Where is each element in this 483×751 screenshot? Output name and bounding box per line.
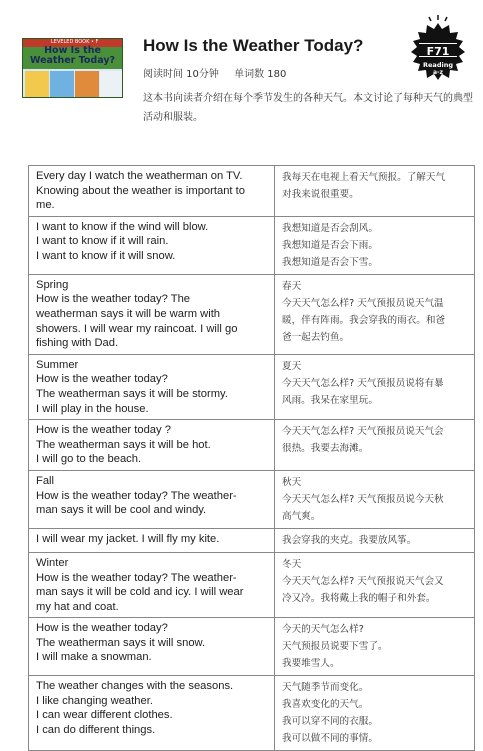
- english-line: How is the weather today?: [36, 622, 168, 635]
- book-description: 这本书向读者介绍在每个季节发生的各种天气。本文讨论了每种天气的典型活动和服装。: [143, 93, 473, 123]
- badge-line2: a-z: [432, 69, 444, 76]
- chinese-text-cell: [275, 528, 475, 552]
- chinese-line: 今天天气怎么样? 天气预报员说天气会: [282, 426, 444, 438]
- cover-title-line1: How Is the: [44, 45, 101, 56]
- cover-title: [23, 46, 122, 66]
- chinese-text-cell: [275, 552, 475, 617]
- english-line: The weatherman says it will be hot.: [36, 438, 211, 451]
- badge-level: F71: [426, 45, 450, 58]
- table-row: [29, 274, 475, 354]
- book-cover-image: [22, 38, 123, 98]
- cover-panel-winter: [100, 71, 123, 97]
- chinese-line: 高气爽。: [282, 510, 321, 522]
- english-line: me.: [36, 199, 55, 212]
- table-row: [29, 166, 475, 217]
- chinese-line: 暖，伴有阵雨。我会穿我的雨衣。和爸: [282, 314, 446, 326]
- english-line: Winter: [36, 556, 69, 569]
- badge-seal-icon: [405, 15, 471, 97]
- chinese-line: 冷又冷。我将戴上我的帽子和外套。: [282, 592, 436, 604]
- english-line: I will play in the house.: [36, 402, 149, 415]
- chinese-line: 对我来说很重要。: [282, 189, 359, 200]
- table-row: [29, 528, 475, 552]
- table-row: [29, 216, 475, 274]
- english-text-cell: [29, 274, 275, 354]
- english-line: How is the weather today?: [36, 373, 168, 386]
- english-line: I want to know if the wind will blow.: [36, 220, 209, 233]
- english-line: I want to know if it will rain.: [36, 235, 169, 248]
- table-row: [29, 354, 475, 419]
- english-line: I will make a snowman.: [36, 651, 152, 664]
- page-title: How Is the Weather Today?: [143, 36, 364, 55]
- chinese-line: 夏天: [282, 360, 302, 372]
- chinese-line: 我可以穿不同的衣服。: [282, 716, 378, 728]
- english-line: I can do different things.: [36, 724, 156, 737]
- english-line: Summer: [36, 358, 79, 371]
- cover-illustration: [23, 69, 122, 97]
- table-row: [29, 470, 475, 528]
- english-text-cell: [29, 676, 275, 751]
- chinese-line: 我会穿我的夹克。我要放风筝。: [282, 534, 417, 546]
- table-row: [29, 676, 475, 751]
- chinese-text-cell: [275, 274, 475, 354]
- english-line: How is the weather today ?: [36, 424, 171, 437]
- badge-line1: Reading: [423, 61, 453, 69]
- chinese-text-cell: [275, 618, 475, 676]
- english-line: man says it will be cold and icy. I will wear: [36, 586, 244, 599]
- chinese-text-cell: [275, 354, 475, 419]
- english-text-cell: [29, 470, 275, 528]
- chinese-line: 今天天气怎么样? 天气预报说天气会又: [282, 575, 444, 587]
- cover-panel-fall: [75, 71, 99, 97]
- english-line: my hat and coat.: [36, 600, 119, 613]
- chinese-line: 秋天: [282, 476, 302, 488]
- english-line: Fall: [36, 474, 55, 487]
- english-text-cell: [29, 420, 275, 471]
- cover-series-label: LEVELED BOOK • F: [51, 39, 99, 45]
- chinese-text-cell: [275, 676, 475, 751]
- chinese-text-cell: [275, 166, 475, 217]
- chinese-line: 我每天在电视上看天气预报。了解天气: [282, 172, 446, 183]
- table-body: [29, 166, 475, 751]
- english-text-cell: [29, 166, 275, 217]
- chinese-line: 我可以做不同的事情。: [282, 733, 378, 745]
- chinese-line: 天气随季节而变化。: [282, 682, 369, 694]
- cover-title-line2: Weather Today?: [29, 55, 116, 66]
- chinese-line: 我想知道是否会刮风。: [282, 222, 378, 234]
- reading-time: 阅读时间 10分钟: [143, 69, 219, 80]
- chinese-line: 今天天气怎么样? 天气预报员说将有暴: [282, 377, 444, 389]
- cover-panel-spring: [25, 71, 49, 97]
- table-row: [29, 552, 475, 617]
- english-line: Knowing about the weather is important to: [36, 184, 245, 197]
- chinese-line: 我要堆雪人。: [282, 658, 340, 670]
- chinese-line: 天气预报员说要下雪了。: [282, 641, 388, 653]
- chinese-line: 很热。我要去海滩。: [282, 443, 369, 455]
- english-line: showers. I will wear my raincoat. I will go: [36, 322, 238, 335]
- english-text-cell: [29, 618, 275, 676]
- reading-level-badge: [405, 15, 471, 97]
- bilingual-text-table: [28, 165, 475, 751]
- english-text-cell: [29, 552, 275, 617]
- chinese-line: 冬天: [282, 558, 302, 570]
- chinese-text-cell: [275, 470, 475, 528]
- english-line: How is the weather today? The: [36, 293, 191, 306]
- book-meta: [143, 65, 298, 80]
- chinese-line: 今天天气怎么样? 天气预报员说今天秋: [282, 493, 444, 505]
- english-line: weatherman says it will be warm with: [36, 307, 221, 320]
- english-line: How is the weather today? The weather-: [36, 489, 237, 502]
- english-line: How is the weather today? The weather-: [36, 571, 237, 584]
- english-line: Every day I watch the weatherman on TV.: [36, 170, 243, 182]
- english-line: fishing with Dad.: [36, 337, 119, 350]
- english-text-cell: [29, 354, 275, 419]
- word-count: 单词数 180: [234, 69, 287, 80]
- english-line: man says it will be cool and windy.: [36, 504, 207, 517]
- chinese-text-cell: [275, 216, 475, 274]
- english-line: Spring: [36, 278, 69, 291]
- english-line: The weatherman says it will snow.: [36, 636, 206, 649]
- chinese-text-cell: [275, 420, 475, 471]
- table-row: [29, 618, 475, 676]
- english-line: I want to know if it will snow.: [36, 249, 176, 262]
- chinese-line: 今天的天气怎么样?: [282, 624, 364, 636]
- chinese-line: 风雨。我呆在家里玩。: [282, 394, 378, 406]
- english-text-cell: [29, 528, 275, 552]
- english-line: The weatherman says it will be stormy.: [36, 387, 228, 400]
- english-text-cell: [29, 216, 275, 274]
- chinese-line: 我喜欢变化的天气。: [282, 699, 369, 711]
- chinese-line: 爸一起去钓鱼。: [282, 331, 350, 343]
- chinese-line: 今天天气怎么样? 天气预报员说天气温: [282, 297, 444, 309]
- chinese-line: 我想知道是否会下雨。: [282, 239, 378, 251]
- english-line: I will wear my jacket. I will fly my kite.: [36, 532, 220, 545]
- cover-panel-summer: [50, 71, 74, 97]
- chinese-line: 春天: [282, 280, 302, 292]
- english-line: I will go to the beach.: [36, 453, 142, 466]
- english-line: I can wear different clothes.: [36, 709, 173, 722]
- english-line: The weather changes with the seasons.: [36, 680, 234, 693]
- english-line: I like changing weather.: [36, 694, 153, 707]
- chinese-line: 我想知道是否会下雪。: [282, 256, 378, 268]
- table-row: [29, 420, 475, 471]
